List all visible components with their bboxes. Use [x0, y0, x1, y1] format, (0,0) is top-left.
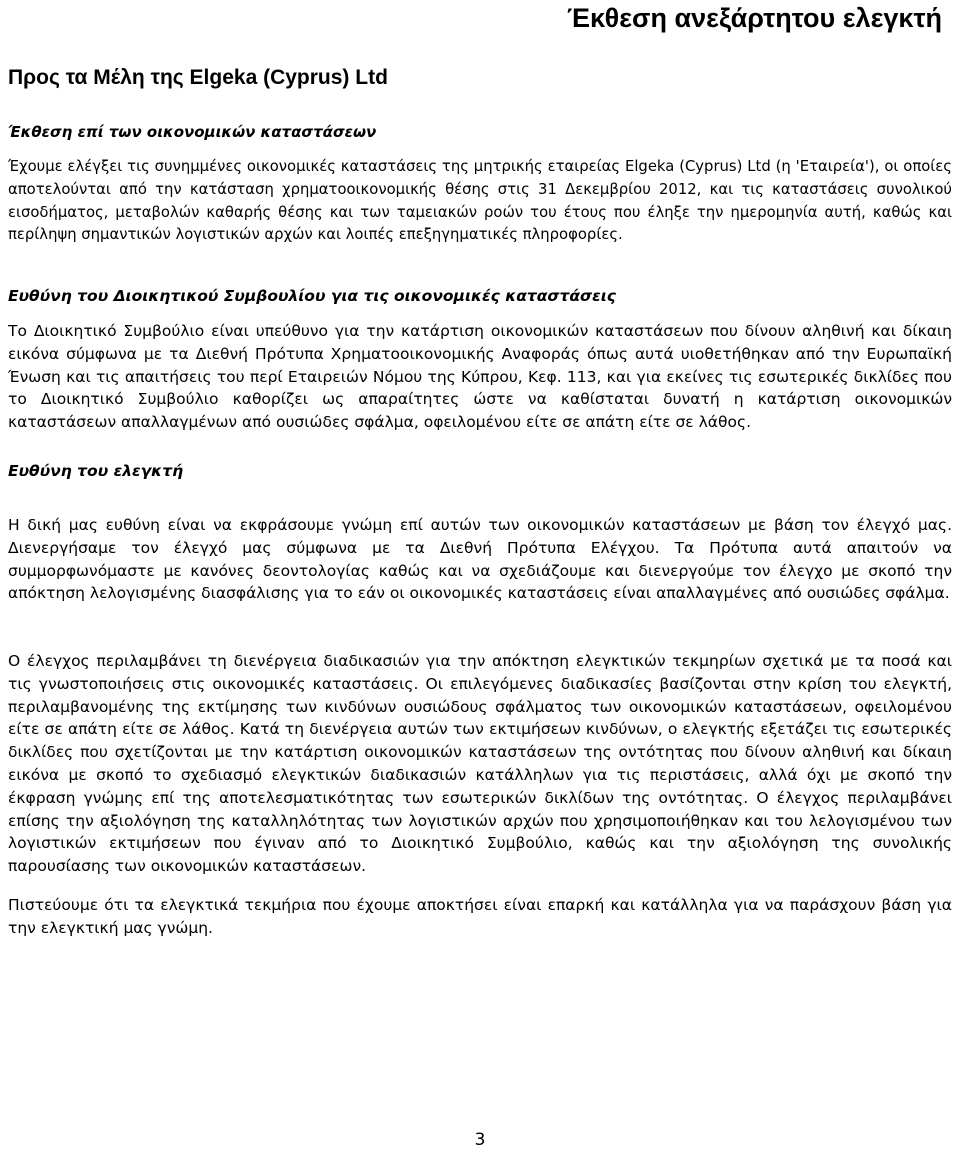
addressee-heading: Προς τα Μέλη της Elgeka (Cyprus) Ltd [8, 66, 388, 89]
intro-paragraph: Έχουμε ελέγξει τις συνημμένες οικονομικές καταστάσεις της μητρικής εταιρείας Elgeka (Cyprus) Ltd (η 'Εταιρεία'), οι οποίες αποτελούνται από την κατάσταση χρηματοοικονομικής θέσης στις 31 Δεκεμβρίου 2012, και τις καταστάσεις συνολικού εισοδήματος, μεταβολών καθαρής θέσης και των ταμειακών ροών του έτους που έληξε την ημερομηνία αυτή, καθώς και περίληψη σημαντικών λογιστικών αρχών και λοιπές επεξηγηματικές πληροφορίες. [8, 158, 952, 244]
auditor-responsibility-heading: Ευθύνη του ελεγκτή [8, 462, 184, 480]
board-responsibility-heading: Ευθύνη του Διοικητικού Συμβουλίου για τις οικονομικές καταστάσεις [8, 287, 616, 305]
page-number: 3 [474, 1130, 486, 1150]
board-responsibility-paragraph: Το Διοικητικό Συμβούλιο είναι υπεύθυνο για την κατάρτιση οικονομικών καταστάσεων που δίνουν αληθινή και δίκαιη εικόνα σύμφωνα με τα Διεθνή Πρότυπα Χρηματοοικονομικής Αναφοράς όπως αυτά υιοθετήθηκαν από την Ευρωπαϊκή Ένωση και τις απαιτήσεις του περί Εταιρειών Νόμου της Κύπρου, Κεφ. 113, και για εκείνες τις εσωτερικές δικλίδες που το Διοικητικό Συμβούλιο καθορίζει ως απαραίτητες ώστε να καθίσταται δυνατή η κατάρτιση οικονομικών καταστάσεων απαλλαγμένων από ουσιώδες σφάλμα, οφειλομένου είτε σε απάτη είτε σε λάθος. [8, 322, 952, 432]
auditor-responsibility-paragraph-3: Πιστεύουμε ότι τα ελεγκτικά τεκμήρια που έχουμε αποκτήσει είναι επαρκή και κατάλληλα για να παράσχουν βάση για την ελεγκτική μας γνώμη. [8, 896, 952, 937]
document-page [8, 0, 952, 1152]
auditor-responsibility-paragraph-2: Ο έλεγχος περιλαμβάνει τη διενέργεια διαδικασιών για την απόκτηση ελεγκτικών τεκμηρίων σχετικά με τα ποσά και τις γνωστοποιήσεις στις οικονομικές καταστάσεις. Οι επιλεγόμενες διαδικασίες βασίζονται στην κρίση του ελεγκτή, περιλαμβανομένης της εκτίμησης των κινδύνων ουσιώδους σφάλματος των οικονομικών καταστάσεων, οφειλομένου είτε σε απάτη είτε σε λάθος. Κατά τη διενέργεια αυτών των εκτιμήσεων κινδύνων, ο ελεγκτής εξετάζει τις εσωτερικές δικλίδες που σχετίζονται με την κατάρτιση οικονομικών καταστάσεων της οντότητας που δίνουν αληθινή και δίκαιη εικόνα με σκοπό το σχεδιασμό ελεγκτικών διαδικασιών κατάλληλων για τις περιστάσεις, αλλά όχι με σκοπό την έκφραση γνώμης επί της αποτελεσματικότητας των εσωτερικών δικλίδων της οντότητας. Ο έλεγχος περιλαμβάνει επίσης την αξιολόγηση της καταλληλότητας των λογιστικών αρχών που χρησιμοποιήθηκαν και του λελογισμένου των λογιστικών εκτιμήσεων που έγιναν από το Διοικητικό Συμβούλιο, καθώς και την αξιολόγηση της συνολικής παρουσίασης των οικονομικών καταστάσεων. [8, 652, 952, 876]
report-section-heading: Έκθεση επί των οικονομικών καταστάσεων [8, 123, 377, 141]
document-title: Έκθεση ανεξάρτητου ελεγκτή [566, 3, 942, 33]
auditor-responsibility-paragraph-1: Η δική μας ευθύνη είναι να εκφράσουμε γνώμη επί αυτών των οικονομικών καταστάσεων με βάση τον έλεγχό μας. Διενεργήσαμε τον έλεγχό μας σύμφωνα με τα Διεθνή Πρότυπα Ελέγχου. Τα Πρότυπα αυτά απαιτούν να συμμορφωνόμαστε με κανόνες δεοντολογίας καθώς και να σχεδιάζουμε και διενεργούμε τον έλεγχο με σκοπό την απόκτηση λελογισμένης διασφάλισης για το εάν οι οικονομικές καταστάσεις είναι απαλλαγμένες από ουσιώδες σφάλμα. [8, 516, 952, 603]
